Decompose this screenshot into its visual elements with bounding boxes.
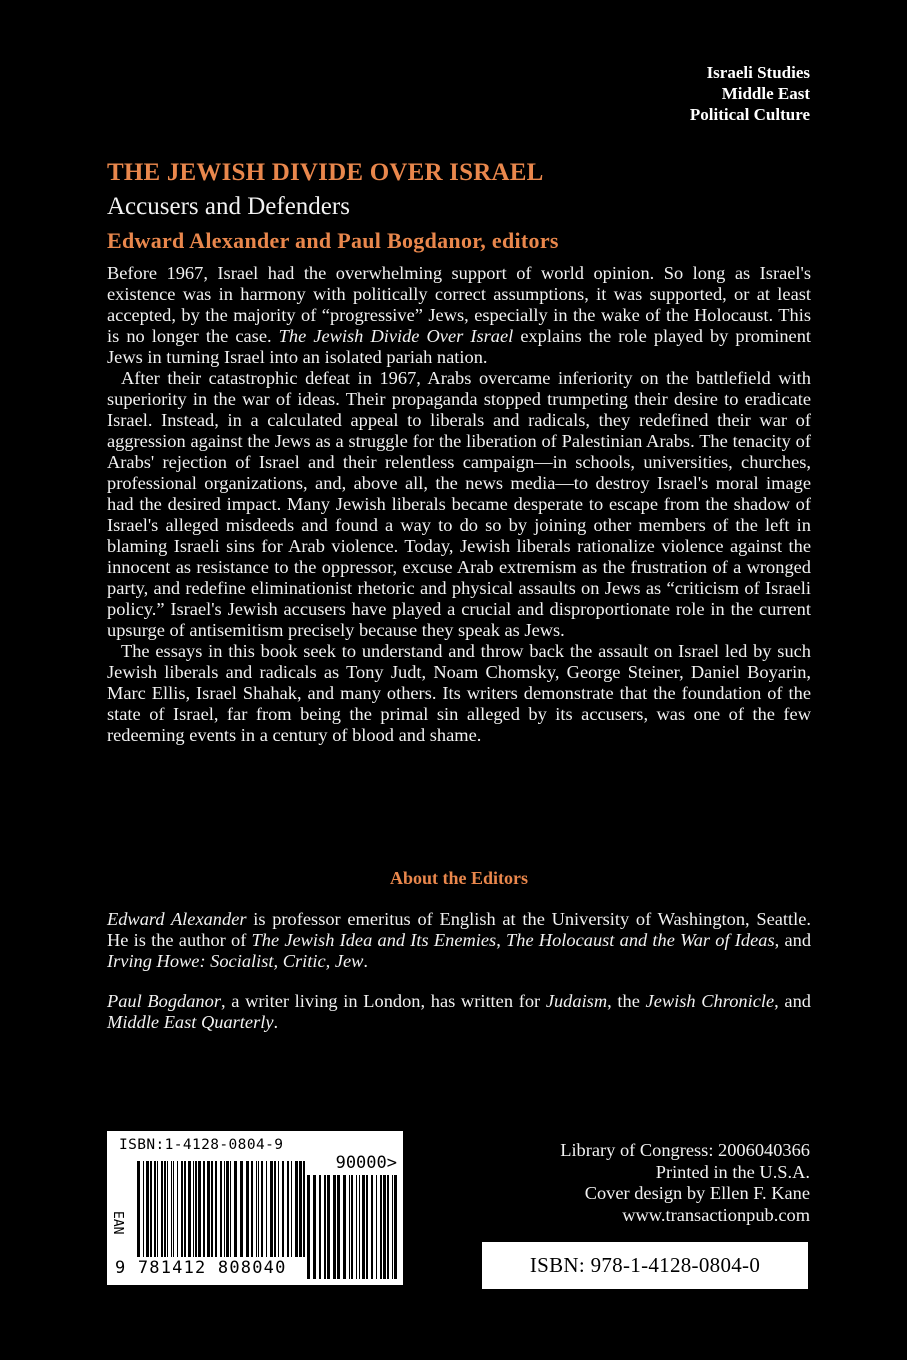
isbn13-box: ISBN: 978-1-4128-0804-0 bbox=[482, 1242, 808, 1289]
barcode-bar bbox=[154, 1161, 156, 1257]
barcode-bar bbox=[387, 1175, 389, 1279]
barcode-bar bbox=[146, 1161, 149, 1257]
barcode-bar bbox=[392, 1175, 393, 1279]
barcode-bar bbox=[274, 1161, 276, 1257]
barcode-bar bbox=[215, 1161, 217, 1257]
barcode-bar bbox=[307, 1175, 310, 1279]
barcode-bar bbox=[349, 1175, 350, 1279]
barcode-bar bbox=[207, 1161, 210, 1257]
bio-paul-bogdanor: Paul Bogdanor, a writer living in London, has written for Judaism, the Jewish Chronicle, and Middle East Quarterly. bbox=[107, 991, 811, 1032]
subject-1: Israeli Studies bbox=[706, 63, 810, 82]
book-title: THE JEWISH DIVIDE OVER ISRAEL bbox=[107, 159, 544, 186]
barcode-bar bbox=[337, 1175, 340, 1279]
barcode-bar bbox=[362, 1175, 365, 1279]
barcode-bar bbox=[351, 1175, 353, 1279]
barcode-bar bbox=[327, 1175, 330, 1279]
barcode-bar bbox=[261, 1161, 263, 1257]
barcode-bar bbox=[291, 1161, 292, 1257]
barcode-bar bbox=[371, 1175, 373, 1279]
barcode-bar bbox=[188, 1161, 191, 1257]
barcode-bar bbox=[295, 1161, 298, 1257]
barcode-bar bbox=[193, 1161, 194, 1257]
barcode bbox=[107, 1131, 403, 1285]
barcode-bar bbox=[161, 1161, 163, 1257]
barcode-bar bbox=[171, 1161, 172, 1257]
barcode-bar bbox=[164, 1161, 166, 1257]
barcode-bar bbox=[287, 1161, 289, 1257]
barcode-bar bbox=[195, 1161, 197, 1257]
barcode-bar bbox=[319, 1175, 321, 1279]
subject-categories bbox=[690, 62, 810, 125]
barcode-bar bbox=[366, 1175, 368, 1279]
barcode-bar bbox=[157, 1161, 158, 1257]
barcode-bar bbox=[266, 1161, 267, 1257]
printed-in: Printed in the U.S.A. bbox=[655, 1161, 810, 1182]
barcode-bars-main bbox=[137, 1161, 307, 1257]
barcode-bar bbox=[173, 1161, 174, 1257]
barcode-bar bbox=[184, 1161, 186, 1257]
barcode-bar bbox=[226, 1161, 229, 1257]
barcode-bar bbox=[394, 1175, 397, 1279]
barcode-bar bbox=[303, 1161, 305, 1257]
barcode-bar bbox=[376, 1175, 377, 1279]
barcode-bar bbox=[198, 1161, 201, 1257]
barcode-bar bbox=[324, 1175, 326, 1279]
subject-3: Political Culture bbox=[689, 105, 810, 124]
barcode-bar bbox=[258, 1161, 259, 1257]
book-editors: Edward Alexander and Paul Bogdanor, editors bbox=[107, 228, 559, 253]
barcode-bar bbox=[282, 1161, 284, 1257]
subject-2: Middle East bbox=[721, 84, 810, 103]
barcode-bar bbox=[230, 1161, 231, 1257]
barcode-bar bbox=[240, 1161, 243, 1257]
barcode-bar bbox=[246, 1161, 249, 1257]
description-paragraph-1: Before 1967, Israel had the overwhelming support of world opinion. So long as Israel's existence was in harmony with politically correct assumptions, it was supported, or at least accepted, by the majority of “progressive” Jews, especially in the wake of the Holocaust. This is no longer the case. The Jewish Divide Over Israel explains the role played by prominent Jews in turning Israel into an isolated pariah nation. bbox=[107, 263, 811, 367]
barcode-bar bbox=[359, 1175, 360, 1279]
barcode-bar bbox=[278, 1161, 279, 1257]
title-block bbox=[107, 156, 811, 258]
barcode-ean-label: EAN bbox=[110, 1211, 125, 1235]
book-title-italic: The Jewish Divide Over Israel bbox=[278, 326, 514, 346]
barcode-bar bbox=[177, 1161, 178, 1257]
publisher-url: www.transactionpub.com bbox=[622, 1204, 810, 1225]
barcode-bar bbox=[203, 1161, 205, 1257]
barcode-isbn10: ISBN:1-4128-0804-9 bbox=[119, 1137, 284, 1153]
barcode-bar bbox=[224, 1161, 225, 1257]
barcode-bar bbox=[143, 1161, 144, 1257]
barcode-bar bbox=[270, 1161, 273, 1257]
barcode-bar bbox=[256, 1161, 257, 1257]
barcode-bar bbox=[313, 1175, 316, 1279]
barcode-bars-addon bbox=[307, 1175, 397, 1279]
barcode-bar bbox=[383, 1175, 386, 1279]
imprint-info bbox=[560, 1140, 810, 1226]
barcode-bar bbox=[234, 1161, 237, 1257]
barcode-bar bbox=[137, 1161, 140, 1257]
description-paragraph-3: The essays in this book seek to understand and throw back the assault on Israel led by such Jewish liberals and radicals as Tony Judt, Noam Chomsky, George Steiner, Daniel Boyarin, Marc Ellis, Israel Shahak, and many others. Its writers demonstrate that the foundation of the state of Israel, far from being the primal sin alleged by its accusers, was one of the few redeeming events in a century of blood and shame. bbox=[107, 641, 811, 745]
book-subtitle: Accusers and Defenders bbox=[107, 193, 350, 220]
library-of-congress: Library of Congress: 2006040366 bbox=[560, 1140, 810, 1160]
description-paragraph-2: After their catastrophic defeat in 1967, Arabs overcame inferiority on the battlefield with superiority in the war of ideas. Their propaganda stopped trumpeting their desire to eradicate Israel. Instead, in a calculated appeal to liberals and radicals, they redefined their war of aggression against the Jews as a struggle for the liberation of Palestinian Arabs. The tenacity of Arabs' rejection of Israel and their relentless campaign—in schools, universities, churches, professional organizations, and, above all, the news media—to destroy Israel's moral image had the desired impact. Many Jewish liberals became desperate to escape from the shadow of Israel's alleged misdeeds and found a way to do so by joining other members of the left in blaming Israeli sins for Arab violence. Today, Jewish liberals rationalize violence against the innocent as resistance to the oppressor, excuse Arab extremism as the frustration of a wronged party, and redefine eliminationist rhetoric and physical assaults on Jews as “criticism of Israeli policy.” Israel's Jewish accusers have played a crucial and disproportionate role in the current upsurge of antisemitism precisely because they speak as Jews. bbox=[107, 368, 811, 640]
barcode-bar bbox=[333, 1175, 336, 1279]
cover-design-credit: Cover design by Ellen F. Kane bbox=[584, 1183, 810, 1203]
barcode-bar bbox=[211, 1161, 213, 1257]
about-editors-heading: About the Editors bbox=[389, 868, 528, 888]
barcode-bar bbox=[251, 1161, 253, 1257]
barcode-bar bbox=[181, 1161, 183, 1257]
barcode-bar bbox=[167, 1161, 168, 1257]
barcode-bar bbox=[356, 1175, 357, 1279]
barcode-price-code: 90000> bbox=[335, 1153, 397, 1173]
barcode-digits: 9 781412 808040 bbox=[115, 1258, 287, 1278]
barcode-bar bbox=[299, 1161, 302, 1257]
barcode-bar bbox=[343, 1175, 346, 1279]
barcode-bar bbox=[380, 1175, 382, 1279]
barcode-bar bbox=[220, 1161, 222, 1257]
bio-edward-alexander: Edward Alexander is professor emeritus of English at the University of Washington, Seattle. He is the author of The Jewish Idea and Its Enemies, The Holocaust and the War of Ideas, and Irving Howe: Socialist, Critic, Jew. bbox=[107, 909, 812, 971]
barcode-bar bbox=[150, 1161, 152, 1257]
description bbox=[107, 263, 811, 746]
